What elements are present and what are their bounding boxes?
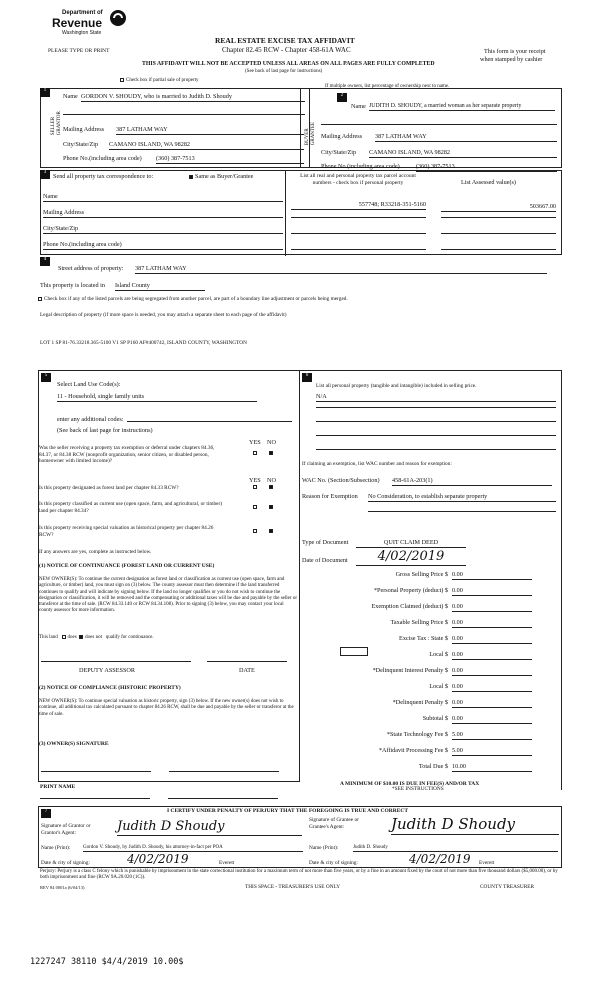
minimum-due: A MINIMUM OF $10.00 IS DUE IN FEE(S) AND/OR TAX xyxy=(340,781,480,787)
q4-yes[interactable] xyxy=(253,529,257,533)
this-land-row: This land does does not qualify for continuance. xyxy=(39,635,154,641)
correspondence-label: Send all property tax correspondence to: xyxy=(53,173,154,180)
seller-phone: (360) 387-7513 xyxy=(156,155,304,164)
doc-type-label: Type of Document xyxy=(302,539,349,546)
land-use-see-back: (See back of last page for instructions) xyxy=(57,427,153,434)
seller-city-label: City/State/Zip xyxy=(63,141,99,148)
buyer-name-label: Name xyxy=(351,103,366,110)
q3-yes[interactable] xyxy=(253,505,257,509)
grantee-date: 4/02/2019 xyxy=(409,852,471,866)
grantor-signature: Judith D Shoudy xyxy=(117,819,302,836)
same-as-buyer: Same as Buyer/Grantee xyxy=(189,173,253,181)
notice-1-body: NEW OWNER(S): To continue the current designation as forest land or classification as current use (open space, farm and agriculture, or timber) land, you must sign on (3) below. The county assessor must then determine if the land transferred continues to qualify and will indicate by signing below. If the land no longer qualifies or you do not wish to continue the designation or classification, it will be removed and the compensating or additional taxes will be due and payable by the seller or transferor at the time of sale. (RCW 84.33.140 or RCW 84.34.108). Prior to signing (3) below, you may contact your local county assessor for more information. xyxy=(39,577,297,614)
land-use-number: 5 xyxy=(41,373,51,382)
personal-property-value: N/A xyxy=(316,393,556,402)
exemption-label: If claiming an exemption, list WAC number and reason for exemption: xyxy=(302,461,452,467)
correspondence-section xyxy=(40,170,562,255)
right-col: 6 List all personal property (tangible and intangible) included in selling price. N/A If claiming an exemption, list WAC number and reason for exemption: WAC No. (Section/Subsection) 458-61A-203(1) Reason for Exemption No Consideration, to establish separate property Type of Document QUIT CLAIM DEED Date of Document 4/02/2019 Gross Selling Price $ 0.00 *Personal Property (deduct) $ 0.00 Exemption Claimed (deduct) $ 0.00 Taxable Selling Price $ 0.00 Excise Tax : State $ 0.00 Local $ 0.00 *Delinquent Interest Penalty $ 0.00 Local $ 0.00 *Delinquent Penalty $ 0.00 Subtotal $ 0.00 *State Technology Fee $ 5.00 *Affidavit Processing Fee $ 5.00 Total Due $ 10.00 A MINIMUM OF $10.00 IS DUE IN FEE(S) AND/OR TAX xyxy=(300,370,562,790)
does-not-checkbox[interactable] xyxy=(79,635,83,639)
parcels-header: List all real and personal property tax parcel account numbers - check box if personal property xyxy=(300,173,416,186)
seller-side-label: SELLER GRANTOR xyxy=(50,111,62,136)
dept-line1: Department of xyxy=(62,10,103,16)
partial-sale-checkbox[interactable] xyxy=(120,78,124,82)
deputy-assessor-label: DEPUTY ASSESSOR xyxy=(79,667,135,674)
parcel-1: 557748; R33218-351-5160 xyxy=(291,201,426,210)
treasurer-only: THIS SPACE - TREASURER'S USE ONLY xyxy=(245,884,341,890)
seller-section xyxy=(40,88,310,168)
notice-3-title: (3) OWNER(S) SIGNATURE xyxy=(39,741,109,747)
reason-value: No Consideration, to establish separate property xyxy=(368,493,556,502)
assessed-1: 503667.00 xyxy=(441,203,556,212)
receipt-note-2: when stamped by cashier xyxy=(480,56,543,63)
additional-codes-label: enter any additional codes: xyxy=(57,416,124,423)
see-back-text: (See back of last page for instructions) xyxy=(245,69,323,74)
buyer-side-label: BUYER GRANTEE xyxy=(304,121,316,146)
property-section-number: 4 xyxy=(40,257,50,266)
buyer-address-label: Mailing Address xyxy=(321,133,363,140)
seller-address: 387 LATHAM WAY xyxy=(116,126,304,135)
notice-1-title: (1) NOTICE OF CONTINUANCE (FOREST LAND OR CURRENT USE) xyxy=(39,563,215,569)
warning-text: THIS AFFIDAVIT WILL NOT BE ACCEPTED UNLESS ALL AREAS ON ALL PAGES ARE FULLY COMPLETED xyxy=(142,61,435,67)
buyer-section xyxy=(300,88,562,168)
seller-city: CAMANO ISLAND, WA 98282 xyxy=(109,141,304,150)
buyer-address: 387 LATHAM WAY xyxy=(375,133,557,142)
receipt-note-1: This form is your receipt xyxy=(484,48,546,55)
does-checkbox[interactable] xyxy=(62,635,66,639)
buyer-section-number: 2 xyxy=(337,93,347,102)
grantee-sig-label: Signature of Grantee or Grantee's Agent: xyxy=(309,817,359,830)
dept-line2: Revenue xyxy=(52,16,103,30)
dept-line3: Washington State xyxy=(62,30,102,36)
q1-no[interactable] xyxy=(269,451,273,455)
personal-property-label: List all personal property (tangible and intangible) included in selling price. xyxy=(316,383,477,389)
q4-no[interactable] xyxy=(269,529,273,533)
partial-sale: Check box if partial sale of property xyxy=(120,78,198,84)
q3-no[interactable] xyxy=(269,505,273,509)
buyer-city-label: City/State/Zip xyxy=(321,149,357,156)
street-label: Street address of property: xyxy=(58,265,124,272)
grantor-name-label: Name (Print): xyxy=(41,845,71,851)
buyer-city: CAMANO ISLAND, WA 98282 xyxy=(369,149,557,158)
type-or-print: PLEASE TYPE OR PRINT xyxy=(48,48,110,54)
land-use-label: Select Land Use Code(s): xyxy=(57,381,121,388)
dor-swirl-icon xyxy=(108,8,128,28)
grantee-signature: Judith D Shoudy xyxy=(391,815,559,835)
dor-logo xyxy=(52,10,132,40)
q2-yes[interactable] xyxy=(253,485,257,489)
corr-name-label: Name xyxy=(43,193,58,200)
segregated-checkbox[interactable] xyxy=(38,297,42,301)
signature-number: 7 xyxy=(41,809,51,818)
q3-text: Is this property classified as current use (open space, farm, and agricultural, or timber) land per chapter 84.34? xyxy=(39,501,222,514)
corr-city-label: City/State/Zip xyxy=(43,225,79,232)
personal-property-number: 6 xyxy=(302,373,312,382)
wac-label: WAC No. (Section/Subsection) xyxy=(302,477,380,484)
recording-stamp: 1227247 38110 $4/4/2019 10.00$ xyxy=(30,957,184,967)
corr-address-label: Mailing Address xyxy=(43,209,85,216)
signature-section xyxy=(38,806,562,868)
q1-yes[interactable] xyxy=(253,451,257,455)
notice-2-body: NEW OWNER(S): To continue special valuation as historic property, sign (3) below. If the new owner(s) does not wish to continue, all additional tax calculated pursuant to chapter 84.26 RCW, shall be due and payable by the seller or transferor at the time of sale. xyxy=(39,699,294,717)
grantee-name: Judith D. Shoudy xyxy=(353,845,558,852)
grantor-name: Gordon V. Shoudy, by Judith D. Shoudy, his attorney-in-fact per POA xyxy=(83,845,303,852)
reason-label: Reason for Exemption xyxy=(302,493,358,500)
grantee-city: Everett xyxy=(479,860,495,866)
no-header-2: NO xyxy=(267,477,276,484)
q2-no[interactable] xyxy=(269,485,273,489)
same-as-buyer-checkbox[interactable] xyxy=(189,175,193,179)
q4-text: Is this property receiving special valuation as historical property per chapter 84.26 RCW? xyxy=(39,525,214,538)
grantor-sig-label: Signature of Grantor or Grantor's Agent: xyxy=(41,823,91,836)
correspondence-number: 3 xyxy=(40,170,50,179)
yes-header-2: YES xyxy=(249,477,261,484)
notice-2-title: (2) NOTICE OF COMPLIANCE (HISTORIC PROPERTY) xyxy=(39,685,181,691)
yes-header-1: YES xyxy=(249,439,261,446)
located-label: This property is located in xyxy=(40,282,105,289)
buyer-phone-label: Phone No.(including area code) xyxy=(321,163,400,170)
seller-name-label: Name xyxy=(63,93,78,100)
assessed-header: List Assessed value(s) xyxy=(461,179,516,186)
certify-text: I CERTIFY UNDER PENALTY OF PERJURY THAT THE FOREGOING IS TRUE AND CORRECT xyxy=(167,808,409,814)
if-yes-text: If any answers are yes, complete as instructed below. xyxy=(39,549,152,555)
segregated-row: Check box if any of the listed parcels are being segregated from another parcel, are part of a boundary line adjustment or parcels being merged. xyxy=(38,296,348,303)
seller-address-label: Mailing Address xyxy=(63,126,105,133)
seller-name: GORDON V. SHOUDY, who is married to Judith D. Shoudy xyxy=(81,93,305,102)
form-title: REAL ESTATE EXCISE TAX AFFIDAVIT xyxy=(215,36,355,45)
land-use-section xyxy=(38,370,300,782)
q2-text: Is this property designated as forest land per chapter 84.33 RCW? xyxy=(39,485,179,491)
county-value: Island County xyxy=(115,282,205,291)
grantor-date: 4/02/2019 xyxy=(127,852,189,866)
street-address: 387 LATHAM WAY xyxy=(135,265,547,274)
seller-phone-label: Phone No.(including area code) xyxy=(63,155,142,162)
doc-date-label: Date of Document xyxy=(302,557,348,564)
multiple-owners-note: If multiple owners, list percentage of ownership next to name. xyxy=(325,84,450,89)
buyer-name: JUDITH D. SHOUDY, a married woman as her separate property xyxy=(369,103,555,111)
grantee-date-label: Date & city of signing: xyxy=(309,860,358,866)
see-instructions: *SEE INSTRUCTIONS xyxy=(392,786,444,792)
corr-phone-label: Phone No.(including area code) xyxy=(43,241,122,248)
local-box xyxy=(340,647,368,656)
print-name-label: PRINT NAME xyxy=(40,784,76,790)
grantee-name-label: Name (Print): xyxy=(309,845,339,851)
perjury-text: Perjury: Perjury is a class C felony which is punishable by imprisonment in the state correctional institution for a maximum term of not more than five years, or by a fine in an amount fixed by the court of not more than five thousand dollars ($5,000.00), or by both imprisonment and fine (RCW 9A.20.020 (1C)). xyxy=(40,869,558,881)
wac-value: 458-61A-203(1) xyxy=(392,477,552,486)
grantor-date-label: Date & city of signing: xyxy=(41,860,90,866)
legal-label: Legal description of property (if more space is needed, you may attach a separate sheet to each page of the affidavit) xyxy=(40,312,287,318)
no-header-1: NO xyxy=(267,439,276,446)
q1-text: Was the seller receiving a property tax exemption or deferral under chapters 84.36, 84.37, or 84.38 RCW (nonprofit organization, senior citizen, or disabled person, homeowner with limited income)? xyxy=(39,445,215,465)
date-label: DATE xyxy=(239,667,255,674)
county-treasurer: COUNTY TREASURER xyxy=(480,884,535,890)
land-use-code: 11 - Household, single family units xyxy=(57,393,257,402)
doc-type-value: QUIT CLAIM DEED xyxy=(356,539,466,548)
rev-number: REV 84 0001a (6/04/13) xyxy=(40,885,85,890)
seller-section-number: 1 xyxy=(40,88,50,97)
grantor-city: Everett xyxy=(219,860,235,866)
doc-date-value: 4/02/2019 xyxy=(356,549,466,566)
legal-description: LOT 1 SP 81-76.33218.365-5100 V1 SP P160 AF#400742, ISLAND COUNTY, WASHINGTON xyxy=(40,340,247,346)
form-subtitle: Chapter 82.45 RCW - Chapter 458-61A WAC xyxy=(222,46,351,54)
buyer-phone: (360) 387-7513 xyxy=(416,163,557,172)
